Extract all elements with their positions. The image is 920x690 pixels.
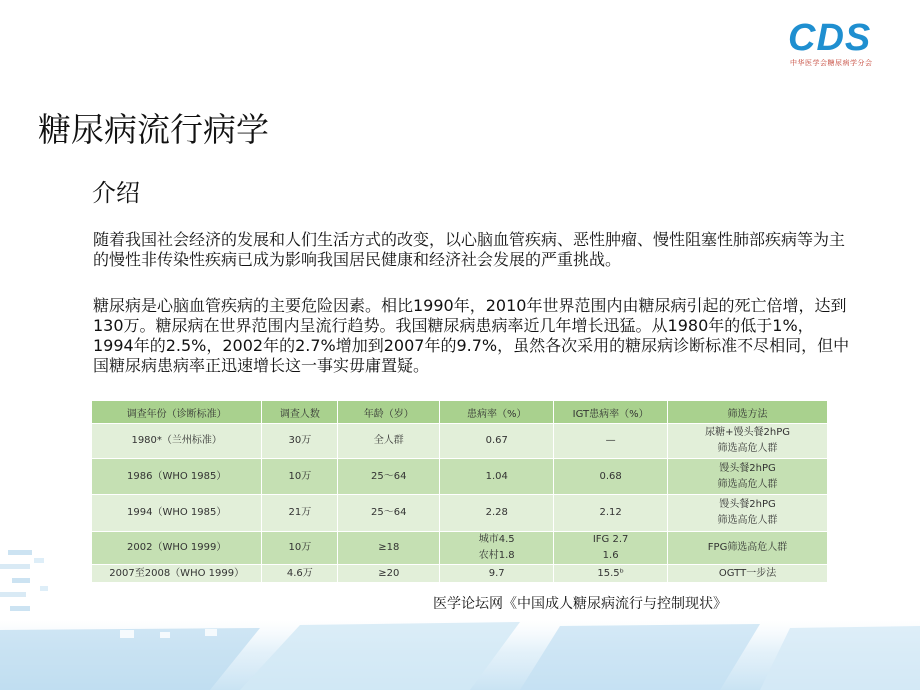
cell-prevalence [440, 424, 554, 459]
cell-people: 10万 [262, 459, 338, 495]
cds-logo [788, 18, 908, 70]
cell-age: 全人群 [338, 424, 440, 459]
cell-people: 10万 [262, 532, 338, 565]
prevalence-value: 0.67 [485, 435, 508, 446]
cell-people: 4.6万 [262, 565, 338, 583]
cell-people: 30万 [262, 424, 338, 459]
table-header-row [92, 401, 828, 424]
igt-value: — [605, 435, 616, 446]
prevalence-value: 2.28 [485, 507, 508, 518]
cell-age: ≥20 [338, 565, 440, 583]
intro-paragraph-1: 随着我国社会经济的发展和人们生活方式的改变，以心脑血管疾病、恶性肿瘤、慢性阻塞性肺部疾病等为主的慢性非传染性疾病已成为影响我国居民健康和经济社会发展的严重挑战。 [93, 230, 846, 269]
prevalence-value: 9.7 [488, 567, 505, 579]
prevalence-rural: 农村1.8 [478, 550, 515, 561]
header-age: 年龄（岁） [338, 401, 440, 424]
cell-year: 2007至2008（WHO 1999） [92, 565, 262, 583]
logo-subtitle: 中华医学会糖尿病学分会 [790, 59, 873, 67]
method-line-2: 筛选高危人群 [717, 478, 778, 490]
cell-prevalence [440, 495, 554, 532]
igt-value: 15.5ᵇ [597, 567, 624, 579]
source-citation: 医学论坛网《中国成人糖尿病流行与控制现状》 [433, 596, 727, 612]
cell-year: 1994（WHO 1985） [92, 495, 262, 532]
header-year: 调查年份（诊断标准） [92, 401, 262, 424]
logo-text: CDS [788, 17, 872, 59]
method-line-2: 筛选高危人群 [717, 515, 778, 526]
decorative-background-pattern [0, 530, 920, 690]
method-line-1: 馒头餐2hPG [719, 499, 776, 510]
cell-age: 25～64 [338, 459, 440, 495]
method-line-1: OGTT一步法 [718, 567, 777, 579]
cell-people: 21万 [262, 495, 338, 532]
header-people: 调查人数 [262, 401, 338, 424]
cell-igt [554, 459, 668, 495]
cell-igt [554, 424, 668, 459]
igt-value: 0.68 [599, 470, 622, 482]
method-line-1: 馒头餐2hPG [719, 462, 776, 474]
cell-age: 25～64 [338, 495, 440, 532]
table-row [92, 459, 828, 495]
intro-paragraph-2: 糖尿病是心脑血管疾病的主要危险因素。相比1990年，2010年世界范围内由糖尿病引起的死亡倍增，达到130万。糖尿病在世界范围内呈流行趋势。我国糖尿病患病率近几年增长迅猛。从1980年的低于1%，1994年的2.5%，2002年的2.7%增加到2007年的9.7%，虽然各次采用的糖尿病诊断标准不尽相同，但中国糖尿病患病率正迅速增长这一事实毋庸置疑。 [93, 296, 850, 375]
ifg-value: IFG 2.7 [592, 534, 629, 545]
cell-year: 1986（WHO 1985） [92, 459, 262, 495]
header-prevalence: 患病率（%） [440, 401, 554, 424]
igt-value: 2.12 [599, 507, 622, 518]
table-row [92, 495, 828, 532]
header-igt: IGT患病率（%） [554, 401, 668, 424]
cell-prevalence [440, 459, 554, 495]
cell-igt [554, 495, 668, 532]
cell-method [668, 459, 828, 495]
cell-year: 2002（WHO 1999） [92, 532, 262, 565]
method-line-1: FPG筛选高危人群 [707, 542, 788, 553]
method-line-1: 尿糖+馒头餐2hPG [705, 427, 790, 438]
header-method: 筛选方法 [668, 401, 828, 424]
prevalence-urban: 城市4.5 [478, 534, 515, 545]
method-line-2: 筛选高危人群 [717, 443, 778, 454]
cell-method [668, 495, 828, 532]
cell-year: 1980*（兰州标准） [92, 424, 262, 459]
cell-method [668, 424, 828, 459]
cell-age: ≥18 [338, 532, 440, 565]
igt-value: 1.6 [602, 550, 619, 561]
prevalence-value: 1.04 [485, 470, 508, 482]
section-subtitle: 介绍 [92, 179, 140, 207]
table-row [92, 424, 828, 459]
slide-title: 糖尿病流行病学 [38, 110, 269, 149]
